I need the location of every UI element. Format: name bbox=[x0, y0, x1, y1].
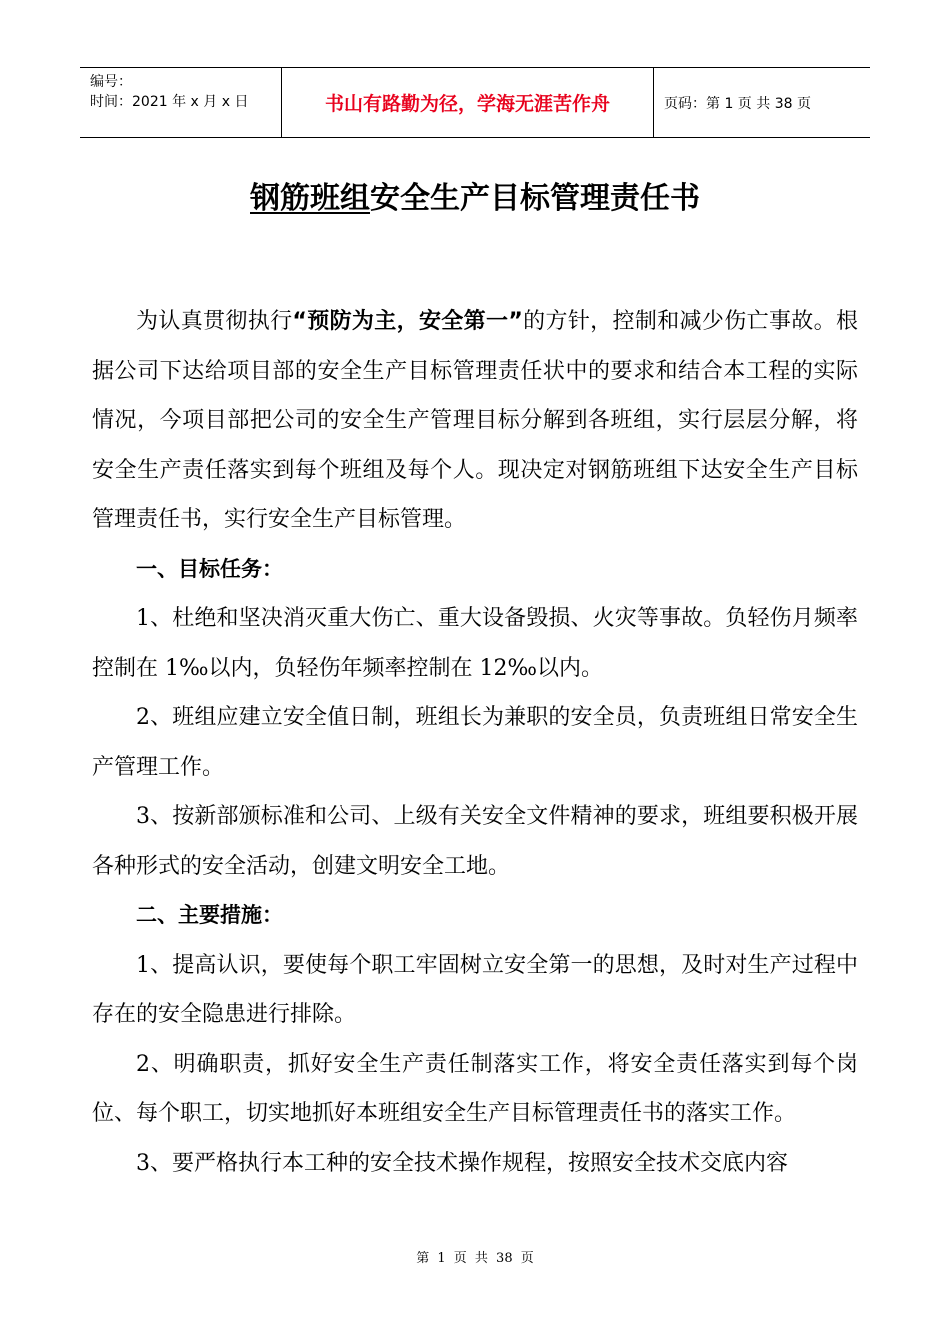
footer-page-number: 第 1 页 共 38 页 bbox=[416, 1251, 534, 1266]
section-heading-goals: 一、目标任务： bbox=[136, 556, 283, 581]
measure-item-1: 1、提高认识，要使每个职工牢固树立安全第一的思想，及时对生产过程中存在的安全隐患进行排除。 bbox=[92, 952, 858, 1027]
measure-item-3: 3、要严格执行本工种的安全技术操作规程，按照安全技术交底内容 bbox=[136, 1150, 788, 1176]
title-underlined: 钢筋班组 bbox=[250, 181, 370, 216]
intro-after: 的方针，控制和减少伤亡事故。根据公司下达给项目部的安全生产目标管理责任状中的要求和结合本工程的实际情况，今项目部把公司的安全生产管理目标分解到各班组，实行层层分解，将安全生产责任落实到每个班组及每个人。现决定对钢筋班组下达安全生产目标管理责任书，实行安全生产目标管理。 bbox=[92, 309, 858, 532]
header-table bbox=[80, 67, 870, 138]
intro-paragraph bbox=[92, 297, 858, 545]
header-meta-cell bbox=[80, 68, 281, 137]
motto-cell bbox=[281, 68, 654, 137]
page-info-cell bbox=[654, 68, 870, 137]
document-body bbox=[92, 297, 858, 1188]
page-info-text: 页码：第 1 页 共 38 页 bbox=[664, 95, 811, 112]
intro-before: 为认真贯彻执行 bbox=[136, 309, 293, 334]
goal-item-2: 2、班组应建立安全值日制，班组长为兼职的安全员，负责班组日常安全生产管理工作。 bbox=[92, 705, 858, 780]
time-label: 时间：2021 年 x 月 x 日 bbox=[90, 94, 249, 110]
section-heading-measures: 二、主要措施： bbox=[136, 903, 283, 927]
goal-item-1: 1、杜绝和坚决消灭重大伤亡、重大设备毁损、火灾等事故。负轻伤月频率控制在 1‰以内，负轻伤年频率控制在 12‰以内。 bbox=[92, 606, 858, 681]
document-title bbox=[0, 173, 950, 217]
page-footer bbox=[0, 1247, 950, 1266]
title-rest: 安全生产目标管理责任书 bbox=[370, 181, 700, 216]
goal-item-3: 3、按新部颁标准和公司、上级有关安全文件精神的要求，班组要积极开展各种形式的安全活动，创建文明安全工地。 bbox=[92, 804, 858, 879]
measure-item-2: 2、明确职责，抓好安全生产责任制落实工作，将安全责任落实到每个岗位、每个职工，切实地抓好本班组安全生产目标管理责任书的落实工作。 bbox=[92, 1051, 858, 1126]
number-label: 编号： bbox=[90, 74, 132, 90]
intro-quote: “预防为主，安全第一” bbox=[292, 309, 523, 334]
motto-text: 书山有路勤为径，学海无涯苦作舟 bbox=[324, 93, 610, 115]
